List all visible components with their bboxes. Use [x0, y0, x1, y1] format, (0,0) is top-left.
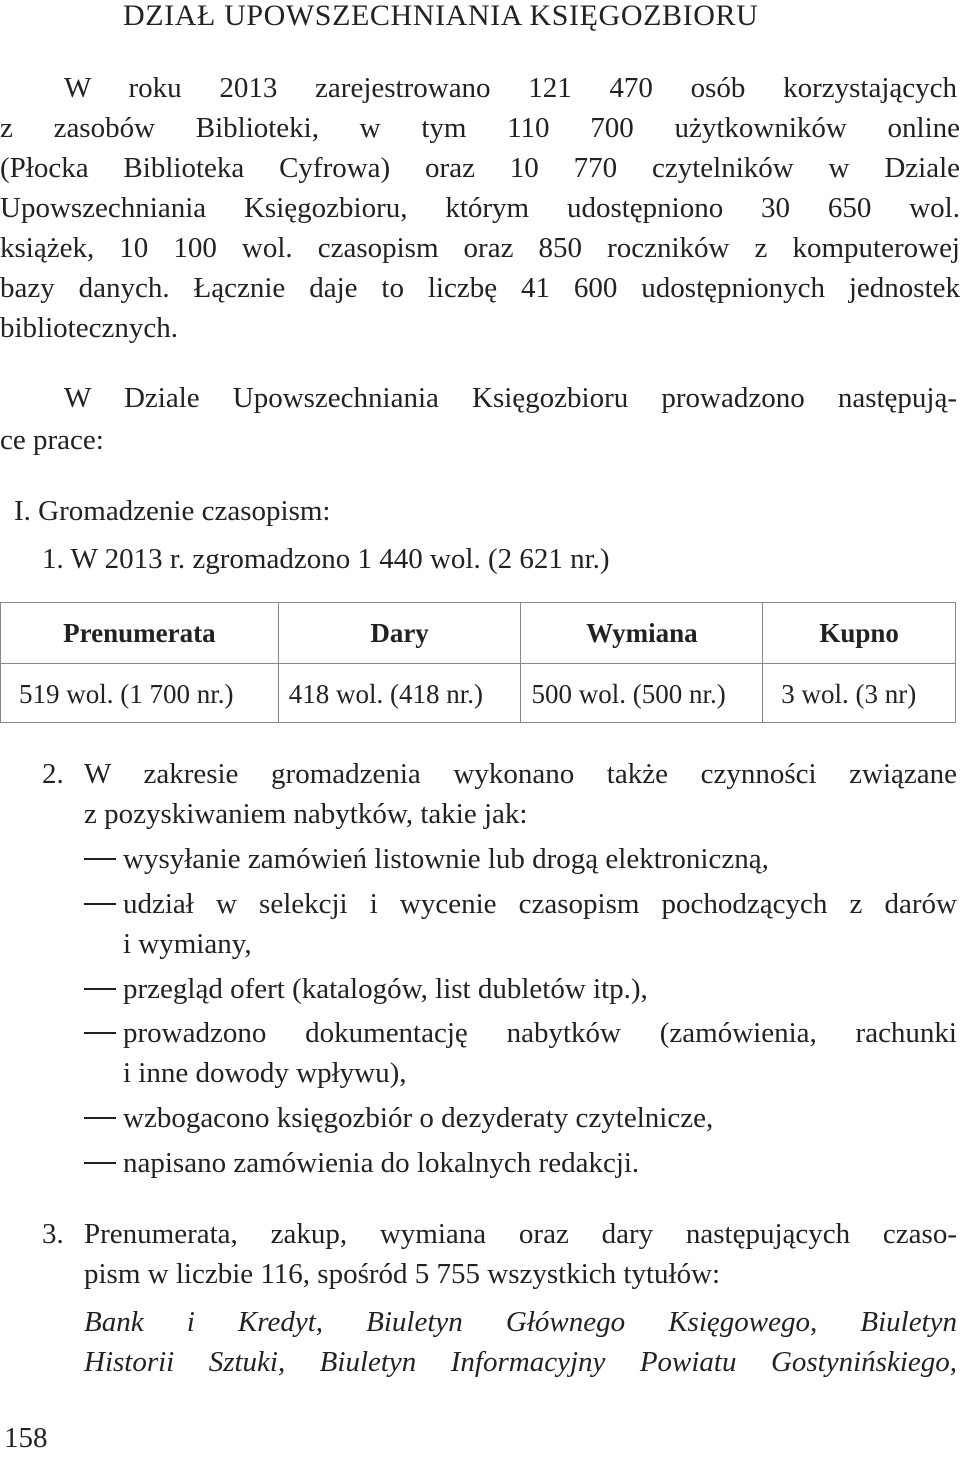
intro-line: Upowszechniania Księgozbioru, którym udostępniono 30 650 wol. [0, 192, 960, 224]
intro-line: bibliotecznych. [0, 312, 178, 344]
works-line: W Dziale Upowszechniania Księgozbioru prowadzono następują- [64, 382, 957, 414]
list-item-1: 1. W 2013 r. zgromadzono 1 440 wol. (2 621 nr.) [42, 543, 610, 575]
table-row [1, 664, 956, 723]
intro-line: (Płocka Biblioteka Cyfrowa) oraz 10 770 czytelników w Dziale [0, 152, 960, 184]
dash-icon [84, 858, 116, 860]
table-header-cell: Kupno [763, 603, 956, 664]
list-item: udział w selekcji i wycenie czasopism pochodzących z darów [123, 888, 957, 920]
list-item: prowadzono dokumentację nabytków (zamówienia, rachunki [123, 1017, 957, 1049]
item-line: Prenumerata, zakup, wymiana oraz dary następujących czaso- [84, 1218, 957, 1250]
dash-icon [84, 1162, 116, 1164]
table-cell: 3 wol. (3 nr) [763, 664, 956, 723]
acquisition-table [0, 602, 956, 723]
dash-icon [84, 988, 116, 990]
table-header-row [1, 603, 956, 664]
list-item: wysyłanie zamówień listownie lub drogą elektroniczną, [123, 843, 769, 875]
page-number: 158 [4, 1422, 48, 1454]
table-header-cell: Prenumerata [1, 603, 279, 664]
intro-line: W roku 2013 zarejestrowano 121 470 osób korzystających [64, 72, 957, 104]
table-cell: 500 wol. (500 nr.) [521, 664, 763, 723]
dash-icon [84, 903, 116, 905]
dash-icon [84, 1032, 116, 1034]
journal-titles-line: Historii Sztuki, Biuletyn Informacyjny Powiatu Gostynińskiego, [84, 1346, 957, 1378]
list-item: napisano zamówienia do lokalnych redakcji. [123, 1147, 640, 1179]
item-line: z pozyskiwaniem nabytków, takie jak: [84, 798, 528, 830]
item-line: pism w liczbie 116, spośród 5 755 wszystkich tytułów: [84, 1258, 721, 1290]
item-number: 3. [42, 1218, 64, 1250]
intro-line: książek, 10 100 wol. czasopism oraz 850 roczników z komputerowej [0, 232, 960, 264]
item-number: 2. [42, 758, 64, 790]
list-item: i inne dowody wpływu), [123, 1057, 407, 1089]
table-cell: 519 wol. (1 700 nr.) [1, 664, 279, 723]
table-header-cell: Wymiana [521, 603, 763, 664]
intro-line: bazy danych. Łącznie daje to liczbę 41 600 udostępnionych jednostek [0, 272, 960, 304]
dash-icon [84, 1117, 116, 1119]
works-line: ce prace: [0, 424, 104, 456]
list-item: przegląd ofert (katalogów, list dubletów itp.), [123, 973, 648, 1005]
journal-titles-line: Bank i Kredyt, Biuletyn Głównego Księgowego, Biuletyn [84, 1306, 957, 1338]
table-cell: 418 wol. (418 nr.) [278, 664, 521, 723]
item-line: W zakresie gromadzenia wykonano także czynności związane [84, 758, 957, 790]
section-heading: I. Gromadzenie czasopism: [14, 495, 331, 527]
table-header-cell: Dary [278, 603, 521, 664]
list-item: wzbogacono księgozbiór o dezyderaty czytelnicze, [123, 1102, 714, 1134]
intro-line: z zasobów Biblioteki, w tym 110 700 użytkowników online [0, 112, 960, 144]
list-item: i wymiany, [123, 928, 252, 960]
page-title: DZIAŁ UPOWSZECHNIANIA KSIĘGOZBIORU [123, 0, 759, 32]
